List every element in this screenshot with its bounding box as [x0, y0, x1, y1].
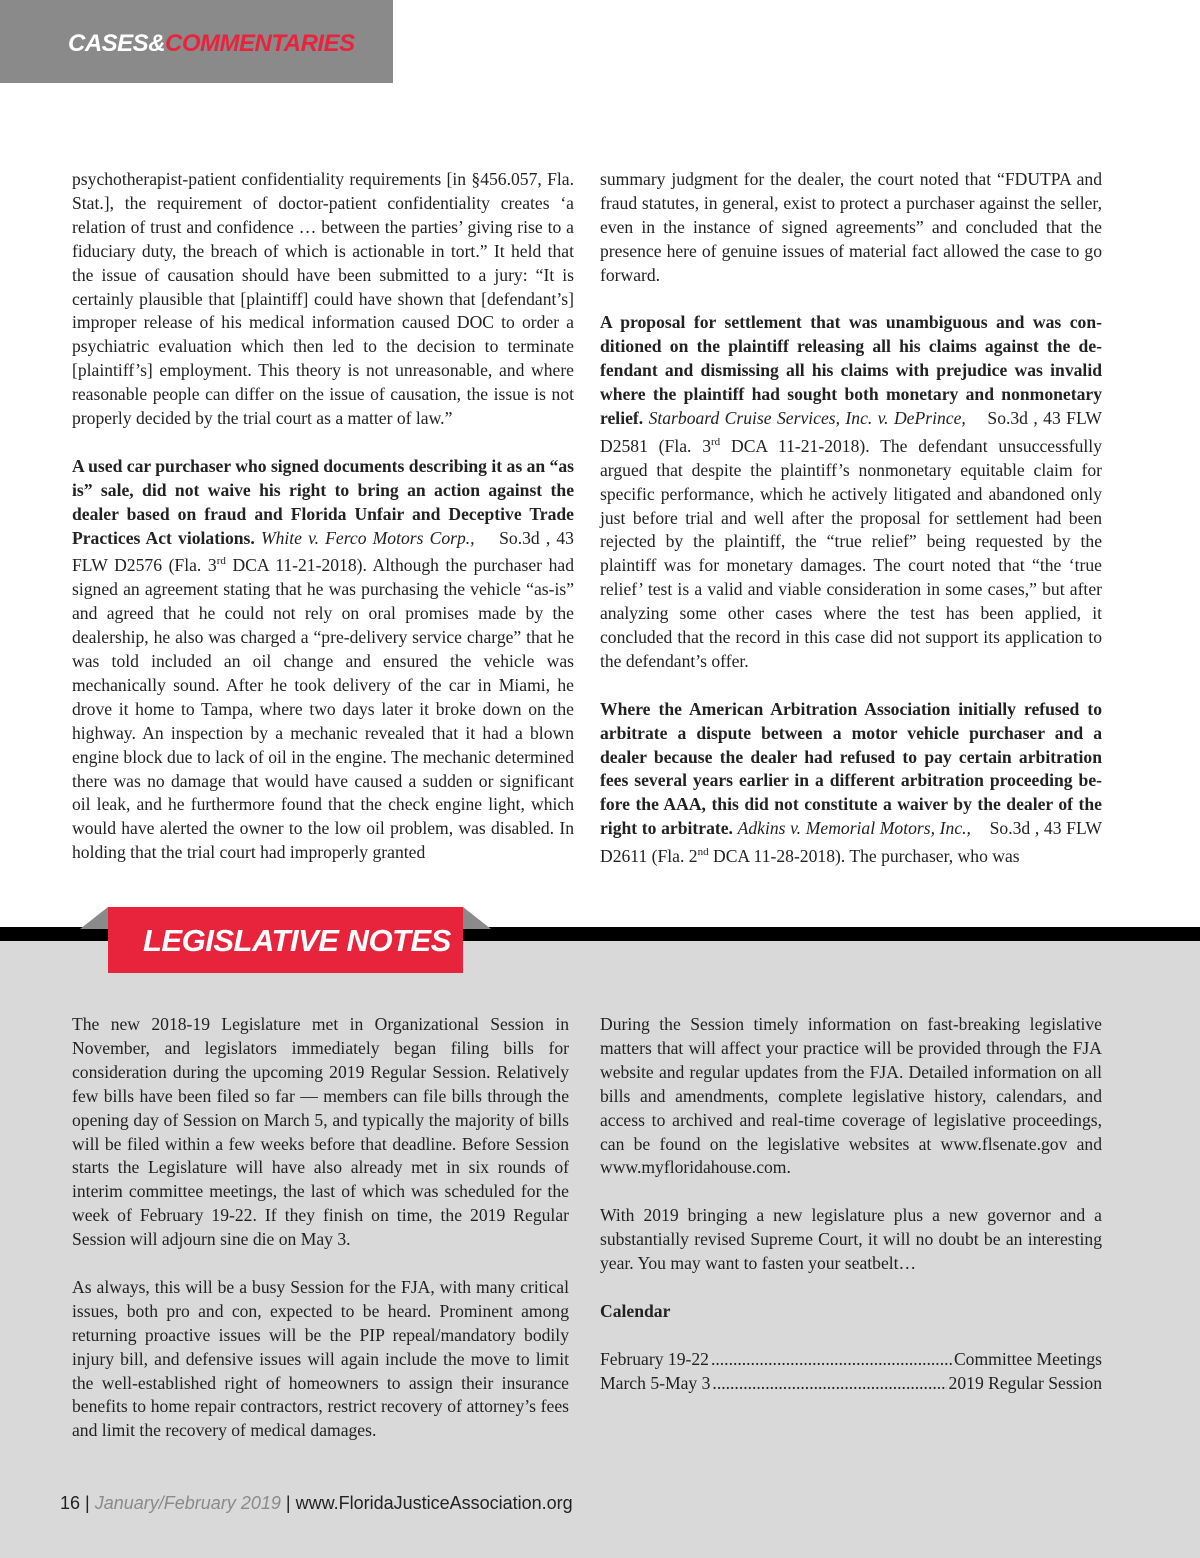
case-body: DCA 11-21-2018). The defendant unsuccessfully argued that despite the plaintiff’s nonmonetary equitable claim for specific performance, which he actively litigated and abandoned only just before trial and well after the proposal for settlement had been rejected by the plaintiff, the “true relief” being requested by the plaintiff was for monetary damages. The court noted that “the ‘true relief’ test is a valid and viable consideration in some cases,” but after analyzing some other cases where the test has been applied, it concluded that the record in this case did not support its application to the defendant’s offer. [600, 435, 1102, 671]
page-number: 16 [60, 1493, 81, 1513]
paragraph: During the Session timely information on fast-breaking legislative matters that will affect your practice will be provided through the FJA website and regular updates from the FJA. Detailed information on all bills and amendments, complete legislative history, calendars, and access to archived and real-time coverage of legislative proceedings, can be found on the legislative websites at www.flsenate.gov and www.myfloridahouse.com. [600, 1014, 1102, 1178]
case-headline: Where the American Arbitration Association initially refused to arbitrate a dispute between a motor vehicle purchaser and a dealer because the dealer had refused to pay certain arbitration fees several years earlier in a different arbitration proceeding before the AAA, this did not constitute a waiver by the dealer of the right to arbitrate. [600, 698, 1102, 839]
ordinal-suffix: rd [216, 555, 226, 568]
case-summary [72, 455, 574, 865]
section-header-label [68, 30, 355, 58]
section-header-bar [0, 0, 393, 83]
calendar-row [600, 1372, 1102, 1396]
tab-left-corner [80, 907, 108, 929]
calendar-event: Committee Meetings [953, 1348, 1102, 1369]
case-body: DCA 11-28-2018). The purchaser, who was [712, 846, 1020, 867]
tab-right-corner [463, 907, 491, 929]
paragraph: psychotherapist-patient confidentiality requirements [in §456.057, Fla. Stat.], the requirement of doctor-patient confidentiality creates ‘a relation of trust and confidence … between the parties’ giving rise to a fiduciary duty, the breach of which is actionable in tort.” It held that the issue of causation should have been submitted to a jury: “It is certainly plausible that [plaintiff] could have shown that [defendant’s] improper release of his medical information caused DOC to order a psychiatric evaluation which then led to the decision to terminate [plaintiff’s] employment. This theory is not unreasonable, and where reasonable people can differ on the issue of causation, the issue is not properly decided by the trial court as a matter of law.” [72, 169, 574, 429]
legislative-notes-tab [108, 907, 463, 973]
calendar-date: March 5-May 3 [600, 1372, 711, 1393]
paragraph: With 2019 bringing a new legislature plus a new governor and a substantially revised Supreme Court, it will no doubt be an interesting year. You may want to fasten your seatbelt… [600, 1205, 1102, 1274]
calendar-date: February 19-22 [600, 1348, 709, 1369]
legislative-right-column [600, 1013, 1102, 1395]
legislative-left-column [72, 1013, 569, 1467]
ordinal-suffix: nd [697, 846, 709, 859]
section-header-commentaries: COMMENTARIES [165, 30, 355, 57]
section-header-cases: CASES& [68, 30, 166, 57]
website-link[interactable]: www.FloridaJusticeAssociation.org [295, 1493, 573, 1513]
case-citation: Adkins v. Memorial Motors, Inc., [737, 818, 971, 839]
case-summary [600, 698, 1102, 869]
ordinal-suffix: rd [711, 435, 721, 448]
calendar-title: Calendar [600, 1300, 671, 1321]
calendar-event: 2019 Regular Session [948, 1372, 1102, 1393]
case-citation: White v. Ferco Motors Corp., [260, 527, 475, 548]
case-reference: So.3d , 43 FLW D2581 (Fla. 3 [600, 408, 1103, 456]
right-column [600, 168, 1102, 893]
page-footer [60, 1493, 573, 1514]
footer-separator: | [85, 1493, 90, 1513]
paragraph: As always, this will be a busy Session for the FJA, with many critical issues, both pro and con, expected to be heard. Prominent among returning proactive issues will be the PIP repeal/mandatory bodily injury bill, and defensive issues will again include the move to limit the well-established right of homeowners to assign their insurance benefits to home repair contractors, restrict recovery of attorney’s fees and limit the recovery of medical damages. [72, 1276, 569, 1441]
footer-separator: | [285, 1493, 291, 1513]
left-column [72, 168, 574, 889]
case-citation: Starboard Cruise Services, Inc. v. DePrince, [648, 408, 966, 429]
leader-dots [712, 1372, 946, 1396]
paragraph: The new 2018-19 Legislature met in Organizational Session in November, and legislators immediately began filing bills for consideration during the upcoming 2019 Regular Session. Relatively few bills have been filed so far — members can file bills through the opening day of Session on March 5, and typically the majority of bills will be filed within a few weeks before that deadline. Before Session starts the Legislature will have also already met in six rounds of interim committee meetings, the last of which was scheduled for the week of February 19-22. If they finish on time, the 2019 Regular Session will adjourn sine die on May 3. [72, 1014, 569, 1250]
legislative-notes-title: LEGISLATIVE NOTES [143, 923, 451, 958]
paragraph: summary judgment for the dealer, the court noted that “FDUTPA and fraud statutes, in general, exist to protect a purchaser against the seller, even in the instance of signed agreements” and concluded that the presence here of genuine issues of material fact allowed the case to go forward. [600, 169, 1102, 285]
case-summary [600, 311, 1102, 673]
case-headline: A used car purchaser who signed documents describing it as an “as is” sale, did not waive his right to bring an action against the dealer based on fraud and Florida Unfair and Deceptive Trade Practices Act violations. [72, 455, 574, 548]
case-headline: A proposal for settlement that was unambiguous and was conditioned on the plaintiff releasing all his claims against the defendant and dismissing all his claims with prejudice was invalid where the plaintiff had sought both monetary and nonmonetary relief. [600, 312, 1102, 429]
case-reference: So.3d , 43 FLW D2576 (Fla. 3 [72, 527, 574, 576]
case-reference: So.3d , 43 FLW D2611 (Fla. 2 [600, 818, 1103, 867]
calendar-row [600, 1348, 1102, 1372]
case-body: DCA 11-21-2018). Although the purchaser had signed an agreement stating that he was purchasing the vehicle “as-is” and agreed that he could not rely on oral promises made by the dealership, he also was charged a “pre-delivery service charge” that he was told included an oil change and ensured the vehicle was mechanically sound. After he took delivery of the car in Miami, he drove it home to Tampa, where two days later it broke down on the highway. An inspection by a mechanic revealed that it had a blown engine block due to lack of oil in the engine. The mechanic determined there was no damage that would have caused a sudden or significant oil leak, and he furthermore found that the check engine light, which would have alerted the owner to the low oil problem, was disabled. In holding that the trial court had improperly granted [72, 555, 575, 863]
leader-dots [711, 1348, 952, 1372]
issue-date: January/February 2019 [94, 1493, 281, 1513]
